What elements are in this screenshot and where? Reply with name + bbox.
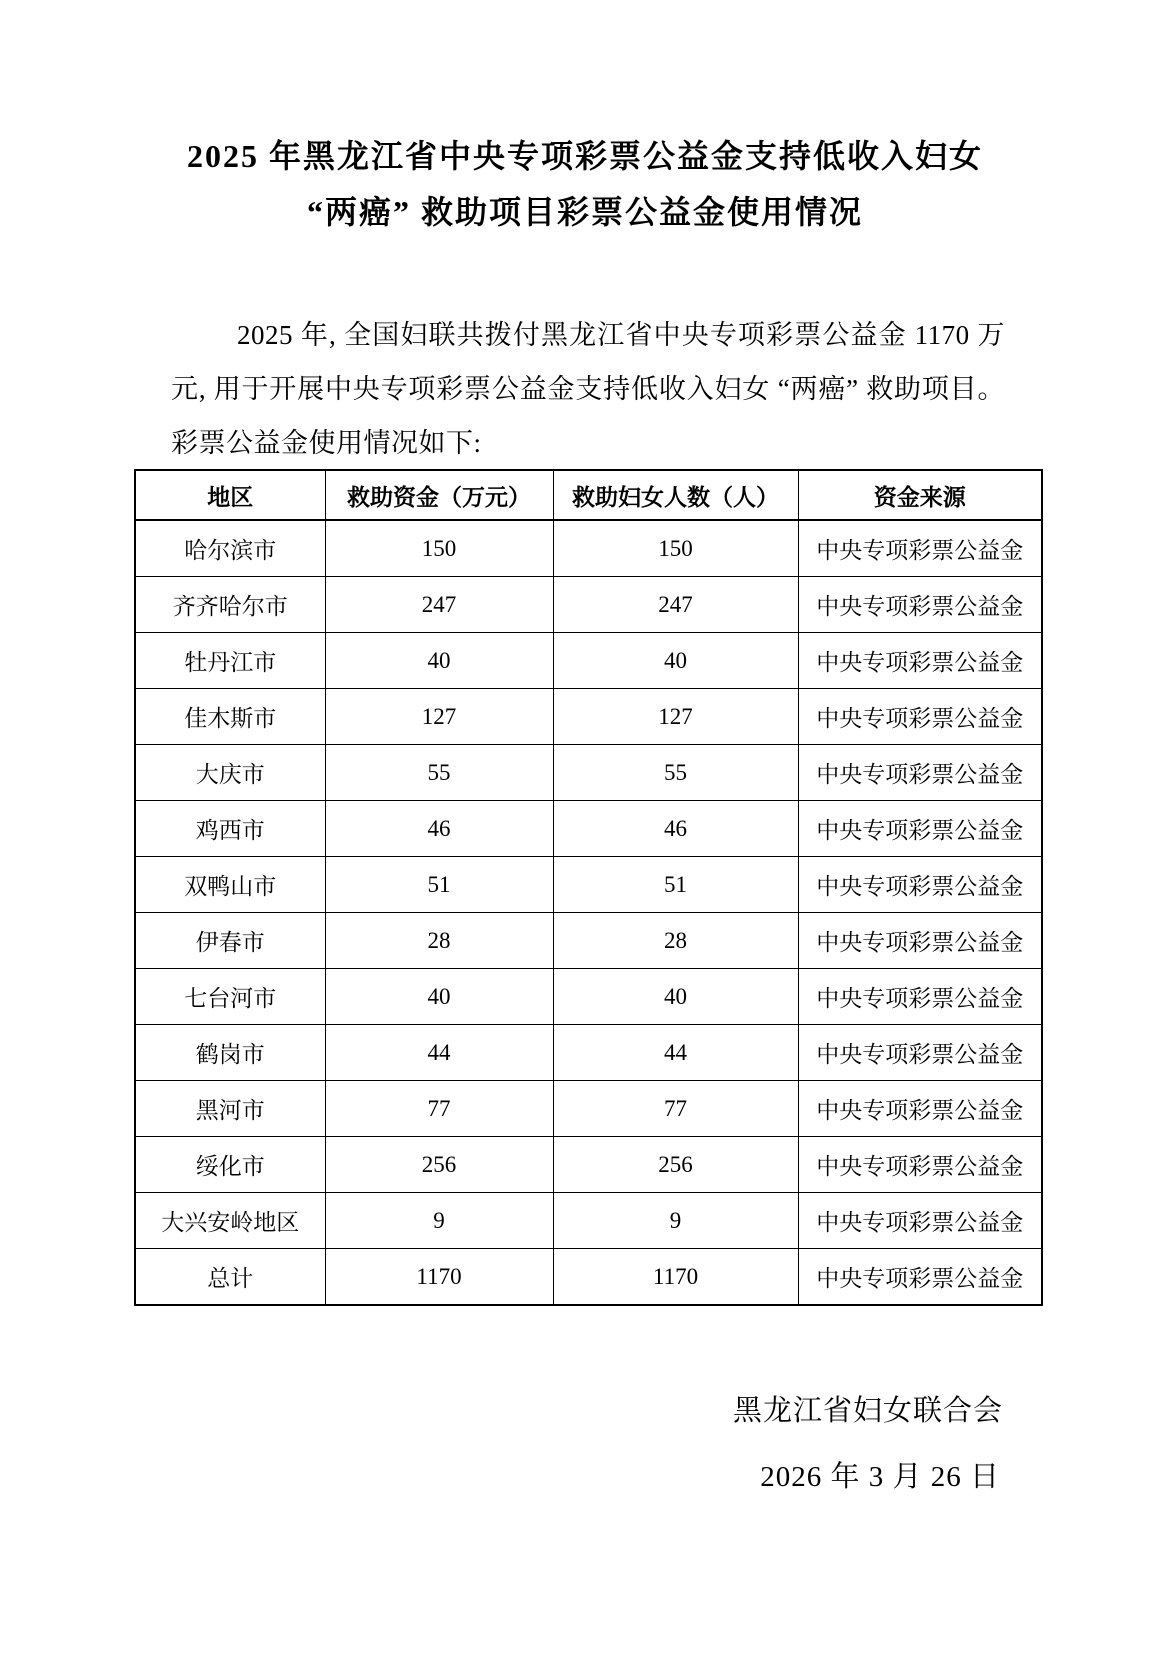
cell-fund-source: 中央专项彩票公益金 bbox=[798, 689, 1042, 745]
cell-women-count: 256 bbox=[553, 1137, 798, 1193]
cell-aid-amount: 28 bbox=[325, 913, 553, 969]
cell-region: 双鸭山市 bbox=[135, 857, 325, 913]
table-row bbox=[135, 969, 1042, 1025]
cell-fund-source: 中央专项彩票公益金 bbox=[798, 520, 1042, 577]
document-title bbox=[0, 128, 1170, 240]
cell-women-count: 28 bbox=[553, 913, 798, 969]
cell-fund-source: 中央专项彩票公益金 bbox=[798, 857, 1042, 913]
col-header-aid-amount: 救助资金（万元） bbox=[325, 470, 553, 520]
cell-fund-source: 中央专项彩票公益金 bbox=[798, 1193, 1042, 1249]
table-row bbox=[135, 1137, 1042, 1193]
table-row bbox=[135, 801, 1042, 857]
cell-women-count: 51 bbox=[553, 857, 798, 913]
cell-region: 伊春市 bbox=[135, 913, 325, 969]
table-row bbox=[135, 1025, 1042, 1081]
signature-line: 黑龙江省妇女联合会 bbox=[732, 1395, 1003, 1427]
cell-women-count: 40 bbox=[553, 969, 798, 1025]
cell-aid-amount: 9 bbox=[325, 1193, 553, 1249]
cell-fund-source: 中央专项彩票公益金 bbox=[798, 801, 1042, 857]
col-header-region: 地区 bbox=[135, 470, 325, 520]
date-line: 2026 年 3 月 26 日 bbox=[760, 1461, 1000, 1493]
cell-region: 哈尔滨市 bbox=[135, 520, 325, 577]
cell-aid-amount: 77 bbox=[325, 1081, 553, 1137]
cell-fund-source: 中央专项彩票公益金 bbox=[798, 633, 1042, 689]
table-row bbox=[135, 913, 1042, 969]
intro-paragraph: 2025 年, 全国妇联共拨付黑龙江省中央专项彩票公益金 1170 万元, 用于开展中央专项彩票公益金支持低收入妇女 “两癌” 救助项目。彩票公益金使用情况如下: bbox=[171, 320, 1005, 458]
cell-aid-amount: 247 bbox=[325, 577, 553, 633]
cell-region: 佳木斯市 bbox=[135, 689, 325, 745]
table-row bbox=[135, 1081, 1042, 1137]
cell-aid-amount: 40 bbox=[325, 633, 553, 689]
cell-aid-amount: 256 bbox=[325, 1137, 553, 1193]
cell-aid-amount: 127 bbox=[325, 689, 553, 745]
title-line-1: 2025 年黑龙江省中央专项彩票公益金支持低收入妇女 bbox=[186, 138, 983, 174]
cell-region: 牡丹江市 bbox=[135, 633, 325, 689]
table-row bbox=[135, 857, 1042, 913]
cell-aid-amount: 44 bbox=[325, 1025, 553, 1081]
cell-region: 总计 bbox=[135, 1249, 325, 1306]
table-body bbox=[135, 520, 1042, 1305]
table-row bbox=[135, 577, 1042, 633]
cell-aid-amount: 150 bbox=[325, 520, 553, 577]
table-row bbox=[135, 1193, 1042, 1249]
funds-usage-table bbox=[134, 469, 1043, 1306]
cell-women-count: 1170 bbox=[553, 1249, 798, 1306]
col-header-fund-source: 资金来源 bbox=[798, 470, 1042, 520]
cell-aid-amount: 1170 bbox=[325, 1249, 553, 1306]
cell-women-count: 127 bbox=[553, 689, 798, 745]
cell-fund-source: 中央专项彩票公益金 bbox=[798, 1081, 1042, 1137]
cell-fund-source: 中央专项彩票公益金 bbox=[798, 1137, 1042, 1193]
cell-women-count: 247 bbox=[553, 577, 798, 633]
title-line-2: “两癌” 救助项目彩票公益金使用情况 bbox=[306, 194, 863, 230]
cell-fund-source: 中央专项彩票公益金 bbox=[798, 745, 1042, 801]
table-header-row bbox=[135, 470, 1042, 520]
table-row bbox=[135, 633, 1042, 689]
cell-fund-source: 中央专项彩票公益金 bbox=[798, 1249, 1042, 1306]
cell-women-count: 44 bbox=[553, 1025, 798, 1081]
cell-region: 七台河市 bbox=[135, 969, 325, 1025]
cell-fund-source: 中央专项彩票公益金 bbox=[798, 577, 1042, 633]
table-row bbox=[135, 689, 1042, 745]
cell-aid-amount: 51 bbox=[325, 857, 553, 913]
cell-region: 黑河市 bbox=[135, 1081, 325, 1137]
cell-region: 鸡西市 bbox=[135, 801, 325, 857]
table-row bbox=[135, 745, 1042, 801]
cell-region: 鹤岗市 bbox=[135, 1025, 325, 1081]
cell-women-count: 9 bbox=[553, 1193, 798, 1249]
table-row bbox=[135, 520, 1042, 577]
cell-region: 大兴安岭地区 bbox=[135, 1193, 325, 1249]
cell-women-count: 46 bbox=[553, 801, 798, 857]
cell-fund-source: 中央专项彩票公益金 bbox=[798, 969, 1042, 1025]
col-header-women-count: 救助妇女人数（人） bbox=[553, 470, 798, 520]
cell-women-count: 150 bbox=[553, 520, 798, 577]
cell-fund-source: 中央专项彩票公益金 bbox=[798, 1025, 1042, 1081]
cell-women-count: 40 bbox=[553, 633, 798, 689]
table-row bbox=[135, 1249, 1042, 1306]
cell-aid-amount: 46 bbox=[325, 801, 553, 857]
cell-women-count: 55 bbox=[553, 745, 798, 801]
cell-women-count: 77 bbox=[553, 1081, 798, 1137]
cell-region: 绥化市 bbox=[135, 1137, 325, 1193]
cell-aid-amount: 55 bbox=[325, 745, 553, 801]
cell-fund-source: 中央专项彩票公益金 bbox=[798, 913, 1042, 969]
cell-region: 大庆市 bbox=[135, 745, 325, 801]
cell-aid-amount: 40 bbox=[325, 969, 553, 1025]
cell-region: 齐齐哈尔市 bbox=[135, 577, 325, 633]
